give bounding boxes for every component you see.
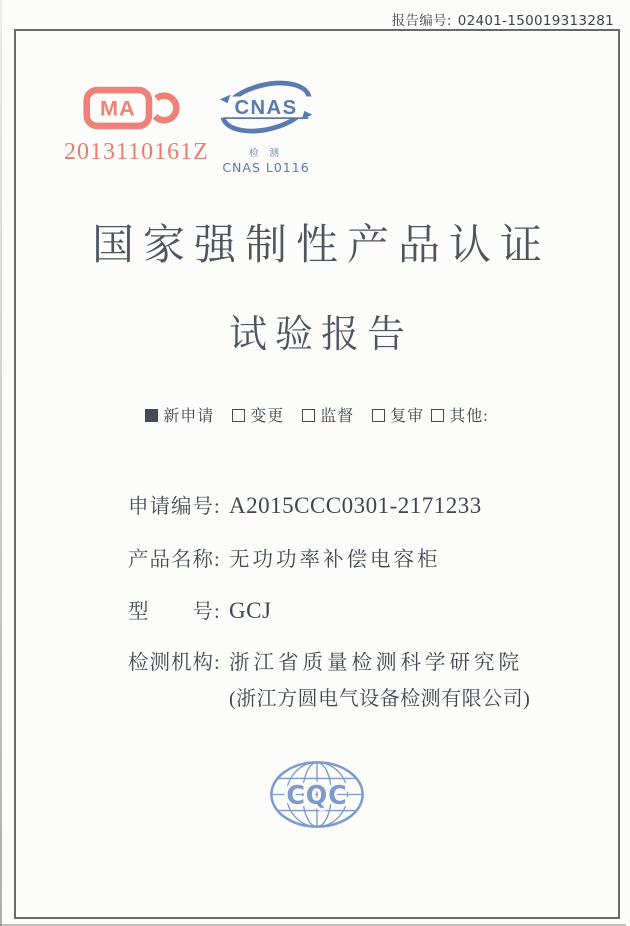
- checkbox-label: 复审: [390, 408, 425, 425]
- field-value: A2015CCC0301-2171233: [229, 493, 482, 518]
- checkbox-icon: [232, 409, 245, 422]
- checkbox-review: [372, 403, 424, 426]
- field-value: 无功功率补偿电容柜: [229, 549, 441, 571]
- cqc-letters: CQC: [286, 779, 348, 810]
- field-model: [128, 594, 271, 624]
- document-title-line1: 国家强制性产品认证: [91, 223, 551, 269]
- report-number-label: 报告编号:: [391, 13, 452, 29]
- field-value-group: [229, 645, 530, 711]
- field-label: 检测机构:: [128, 652, 221, 674]
- cma-logo-icon: [82, 85, 182, 131]
- cma-registration-number: 2013110161Z: [64, 139, 209, 165]
- cnas-accreditation-code: CNAS L0116: [222, 160, 310, 175]
- checkbox-icon: [372, 409, 385, 422]
- checkbox-icon: [431, 409, 444, 422]
- field-value: GCJ: [229, 598, 272, 623]
- checkbox-label: 监督: [320, 408, 355, 425]
- field-product-name: [128, 542, 441, 572]
- checkbox-change: [232, 403, 284, 426]
- checkbox-new-application: [145, 403, 214, 426]
- page-border: [14, 29, 620, 919]
- cnas-logo-icon: [216, 78, 316, 140]
- field-label: 申请编号:: [128, 496, 221, 518]
- cma-letters: MA: [100, 95, 136, 121]
- cnas-letters: CNAS: [234, 96, 298, 119]
- cqc-logo-icon: [268, 758, 366, 831]
- checkbox-icon: [302, 409, 315, 422]
- field-label: 产品名称:: [128, 549, 221, 571]
- checkbox-icon: [145, 409, 158, 422]
- document-title-line2: 试验报告: [228, 314, 413, 356]
- cnas-caption-cn: 检 测: [248, 148, 284, 159]
- field-value: 浙江省质量检测科学研究院: [229, 652, 523, 674]
- checkbox-label: 变更: [250, 408, 285, 425]
- cnas-mark: [210, 78, 322, 175]
- cma-mark: [64, 85, 209, 166]
- field-label: 型 号:: [128, 601, 221, 623]
- field-application-number: [128, 489, 482, 519]
- report-number-value: 02401-150019313281: [457, 13, 614, 29]
- checkbox-other: [431, 403, 488, 426]
- field-testing-institution: [128, 645, 530, 711]
- field-value-line2: (浙江方圆电气设备检测有限公司): [229, 688, 531, 710]
- report-number: [392, 9, 614, 29]
- checkbox-supervision: [302, 403, 354, 426]
- application-type-row: [16, 403, 618, 426]
- checkbox-label: 其他:: [449, 408, 489, 425]
- cqc-mark: [260, 758, 374, 836]
- checkbox-label: 新申请: [163, 408, 215, 425]
